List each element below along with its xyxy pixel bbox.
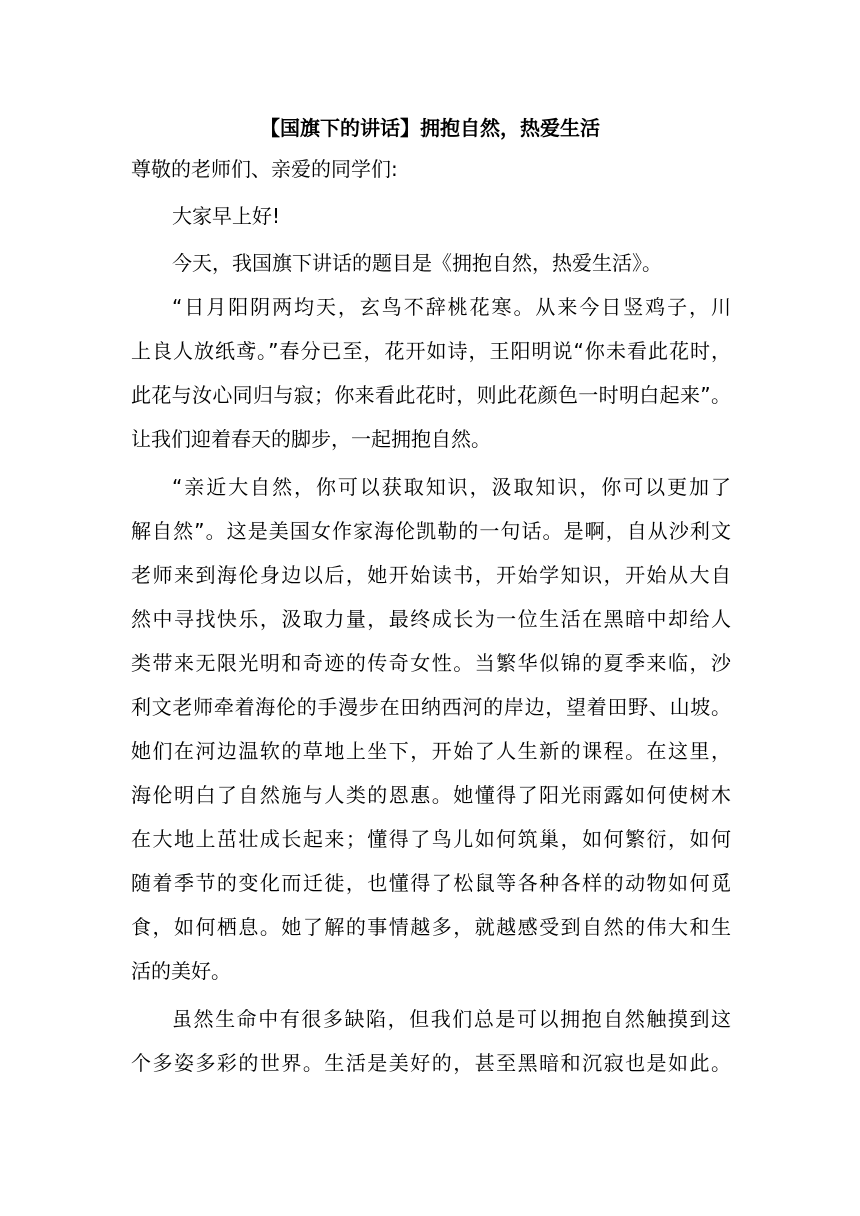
paragraph-line: 今天，我国旗下讲话的题目是《拥抱自然，热爱生活》。 [172, 251, 662, 275]
paragraph-line: 让我们迎着春天的脚步，一起拥抱自然。 [131, 427, 491, 451]
paragraph-line: 海伦明白了自然施与人类的恩惠。她懂得了阳光雨露如何使树木 [131, 783, 731, 807]
salutation-line: 尊敬的老师们、亲爱的同学们: [131, 157, 398, 181]
paragraph-line: 解自然”。这是美国女作家海伦凯勒的一句话。是啊，自从沙利文 [131, 519, 731, 543]
paragraph-line: 随着季节的变化而迁徙，也懂得了松鼠等各种各样的动物如何觅 [131, 871, 731, 895]
paragraph-line: “亲近大自然，你可以获取知识，汲取知识，你可以更加了 [172, 475, 731, 499]
paragraph-line: 此花与汝心同归与寂；你来看此花时，则此花颜色一时明白起来”。 [131, 383, 731, 407]
paragraph-line: 在大地上茁壮成长起来；懂得了鸟儿如何筑巢，如何繁衍，如何 [131, 827, 731, 851]
paragraph-line: 然中寻找快乐，汲取力量，最终成长为一位生活在黑暗中却给人 [131, 607, 731, 631]
paragraph-line: 利文老师牵着海伦的手漫步在田纳西河的岸边，望着田野、山坡。 [131, 695, 731, 719]
paragraph-line: 上良人放纸鸢。”春分已至，花开如诗，王阳明说“你未看此花时， [131, 339, 731, 363]
greeting-line: 大家早上好! [172, 204, 281, 228]
paragraph-line: 老师来到海伦身边以后，她开始读书，开始学知识，开始从大自 [131, 563, 731, 587]
paragraph-line: 她们在河边温软的草地上坐下，开始了人生新的课程。在这里， [131, 739, 731, 763]
document-title: 【国旗下的讲话】拥抱自然，热爱生活 [260, 116, 600, 140]
paragraph-line: 虽然生命中有很多缺陷，但我们总是可以拥抱自然触摸到这 [172, 1007, 731, 1031]
paragraph-line: 食，如何栖息。她了解的事情越多，就越感受到自然的伟大和生 [131, 915, 731, 939]
paragraph-line: 类带来无限光明和奇迹的传奇女性。当繁华似锦的夏季来临，沙 [131, 651, 731, 675]
paragraph-line: 活的美好。 [131, 959, 231, 983]
paragraph-line: 个多姿多彩的世界。生活是美好的，甚至黑暗和沉寂也是如此。 [131, 1051, 731, 1075]
paragraph-line: “日月阳阴两均天，玄鸟不辞桃花寒。从来今日竖鸡子，川 [172, 295, 731, 319]
